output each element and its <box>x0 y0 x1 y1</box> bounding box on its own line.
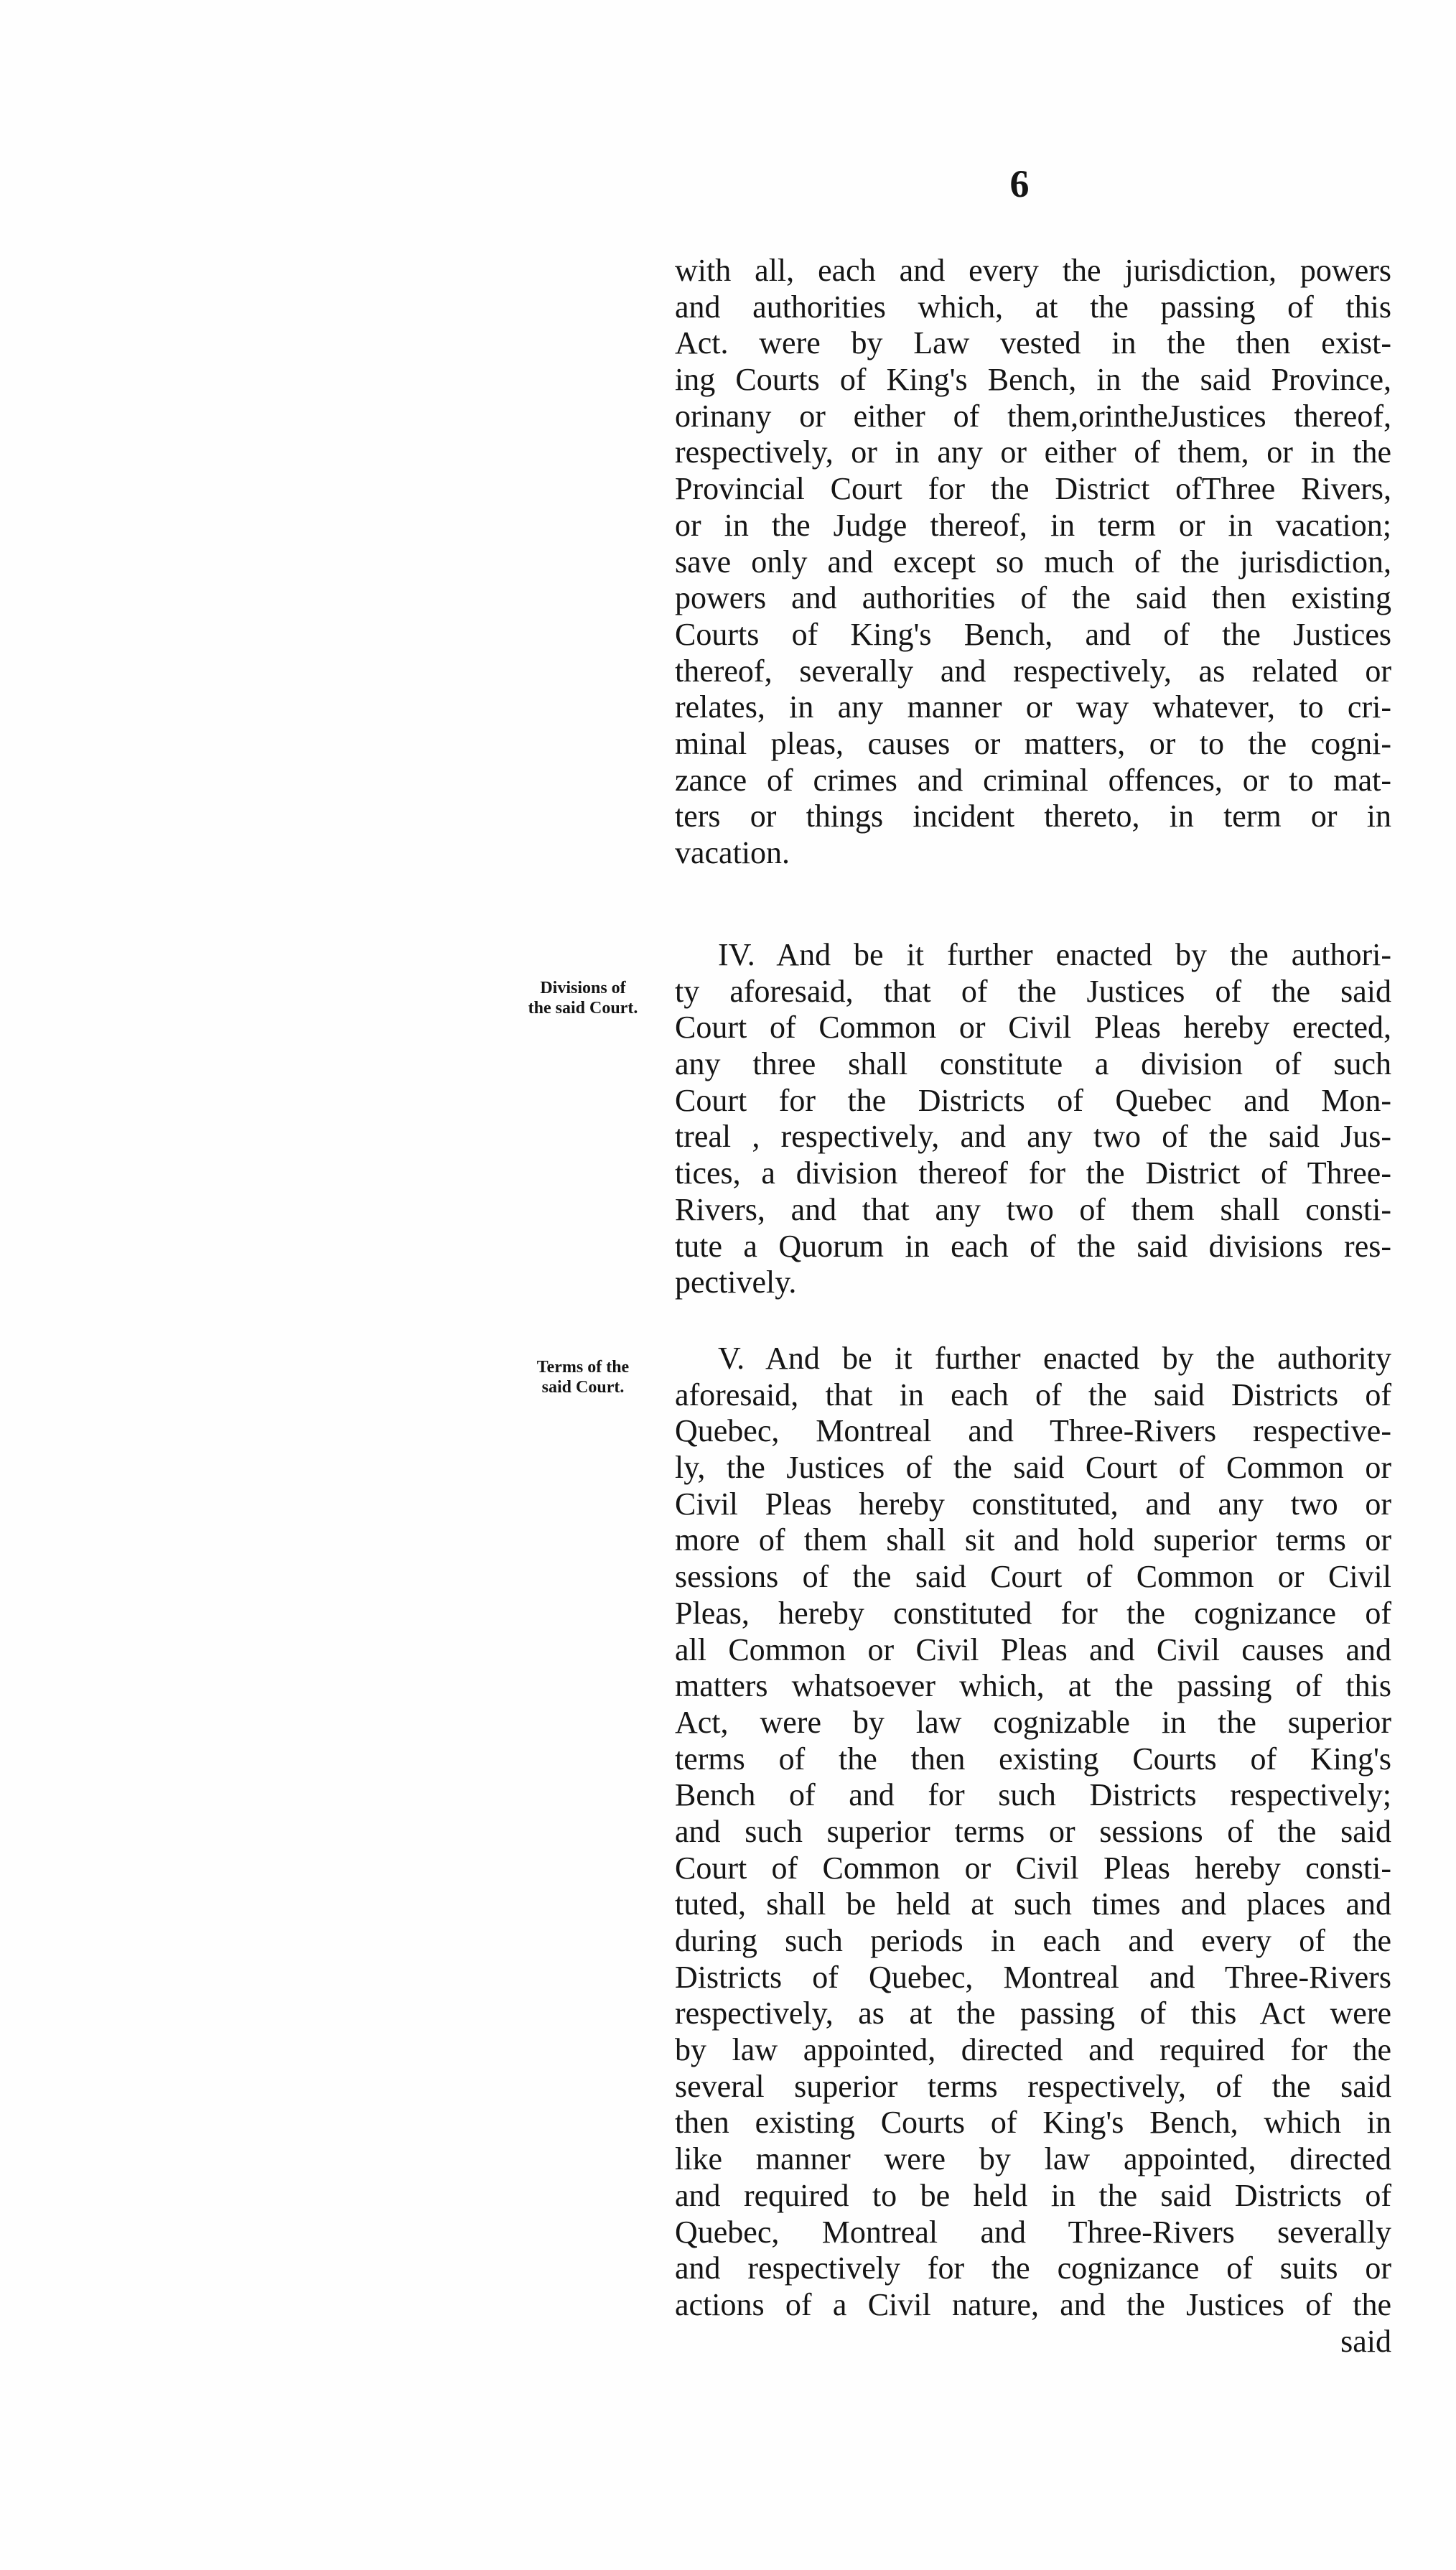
text-line: vacation. <box>675 835 790 870</box>
text-line: and respectively for the cognizance of suits or <box>675 2250 1391 2286</box>
text-line: Provincial Court for the District ofThree Rivers, <box>675 471 1391 507</box>
text-line: and required to be held in the said Districts of <box>675 2177 1391 2213</box>
text-line: aforesaid, that in each of the said Districts of <box>675 1377 1391 1412</box>
text-line: Districts of Quebec, Montreal and Three-Rivers <box>675 1959 1391 1995</box>
text-line: sessions of the said Court of Common or Civil <box>675 1559 1391 1595</box>
text-line: with all, each and every the jurisdiction, powers <box>675 253 1391 288</box>
text-line: Court of Common or Civil Pleas hereby consti- <box>675 1850 1391 1886</box>
section-iv-paragraph <box>675 937 1391 1301</box>
text-line: respectively, or in any or either of them, or in the <box>675 434 1391 470</box>
sidenote-line: Terms of the <box>536 1358 630 1377</box>
text-line: Bench of and for such Districts respectively; <box>675 1777 1391 1813</box>
text-line: tuted, shall be held at such times and places and <box>675 1886 1391 1922</box>
text-line: respectively, as at the passing of this Act were <box>675 1996 1391 2031</box>
text-line: all Common or Civil Pleas and Civil causes and <box>675 1631 1391 1667</box>
text-line: minal pleas, causes or matters, or to the cogni- <box>675 725 1391 761</box>
sidenote-terms <box>511 1357 655 1397</box>
text-line: more of them shall sit and hold superior terms or <box>675 1522 1391 1558</box>
text-line: and authorities which, at the passing of this <box>675 289 1391 325</box>
text-line: ly, the Justices of the said Court of Common or <box>675 1450 1391 1486</box>
text-line: and such superior terms or sessions of the said <box>675 1813 1391 1849</box>
text-line: treal , respectively, and any two of the said Jus- <box>675 1119 1391 1155</box>
text-line: IV. And be it further enacted by the authori- <box>718 937 1391 972</box>
text-line: Civil Pleas hereby constituted, and any two or <box>675 1486 1391 1522</box>
sidenote-line: the said Court. <box>528 999 638 1018</box>
text-line: any three shall constitute a division of such <box>675 1046 1391 1082</box>
text-line: Quebec, Montreal and Three-Rivers respective- <box>675 1413 1391 1449</box>
text-line: ty aforesaid, that of the Justices of the said <box>675 973 1391 1009</box>
text-line: terms of the then existing Courts of King's <box>675 1741 1391 1777</box>
text-line: thereof, severally and respectively, as related or <box>675 653 1391 689</box>
text-line: Court of Common or Civil Pleas hereby erected, <box>675 1010 1391 1046</box>
text-line: several superior terms respectively, of the said <box>675 2068 1391 2104</box>
page-number: 6 <box>1009 162 1030 205</box>
text-line: pectively. <box>675 1265 797 1300</box>
sidenote-line: said Court. <box>541 1378 625 1397</box>
text-line: powers and authorities of the said then existing <box>675 580 1391 616</box>
sidenote-line: Divisions of <box>540 979 626 997</box>
text-line: Quebec, Montreal and Three-Rivers severally <box>675 2214 1391 2250</box>
text-line: orinany or either of them,orintheJustices thereof, <box>675 398 1391 434</box>
text-line: Court for the Districts of Quebec and Mon- <box>675 1082 1391 1118</box>
text-line: Rivers, and that any two of them shall consti- <box>675 1191 1391 1227</box>
text-line: like manner were by law appointed, directed <box>675 2141 1391 2177</box>
text-line: or in the Judge thereof, in term or in vacation; <box>675 507 1391 543</box>
text-line: Act. were by Law vested in the then exist- <box>675 325 1391 361</box>
text-line: matters whatsoever which, at the passing of this <box>675 1668 1391 1704</box>
text-line: tute a Quorum in each of the said divisions res- <box>675 1228 1391 1264</box>
section-v-paragraph <box>675 1341 1391 2360</box>
text-line: tices, a division thereof for the District of Three- <box>675 1155 1391 1191</box>
text-line: by law appointed, directed and required for the <box>675 2032 1391 2068</box>
text-line: ing Courts of King's Bench, in the said Province, <box>675 362 1391 398</box>
catchword: said <box>1340 2323 1391 2359</box>
text-line: Act, were by law cognizable in the superior <box>675 1704 1391 1740</box>
continuation-paragraph <box>675 253 1391 872</box>
text-line: Courts of King's Bench, and of the Justices <box>675 616 1391 652</box>
text-line: relates, in any manner or way whatever, to cri- <box>675 689 1391 725</box>
text-line: Pleas, hereby constituted for the cognizance of <box>675 1595 1391 1631</box>
text-line: then existing Courts of King's Bench, which in <box>675 2105 1391 2141</box>
text-line: zance of crimes and criminal offences, or to mat- <box>675 762 1391 798</box>
text-line: ters or things incident thereto, in term or in <box>675 799 1391 834</box>
sidenote-divisions <box>511 978 655 1018</box>
text-line: actions of a Civil nature, and the Justices of the <box>675 2286 1391 2322</box>
text-line: save only and except so much of the jurisdiction, <box>675 544 1391 579</box>
text-line: during such periods in each and every of the <box>675 1923 1391 1958</box>
text-line: V. And be it further enacted by the authority <box>718 1341 1391 1376</box>
